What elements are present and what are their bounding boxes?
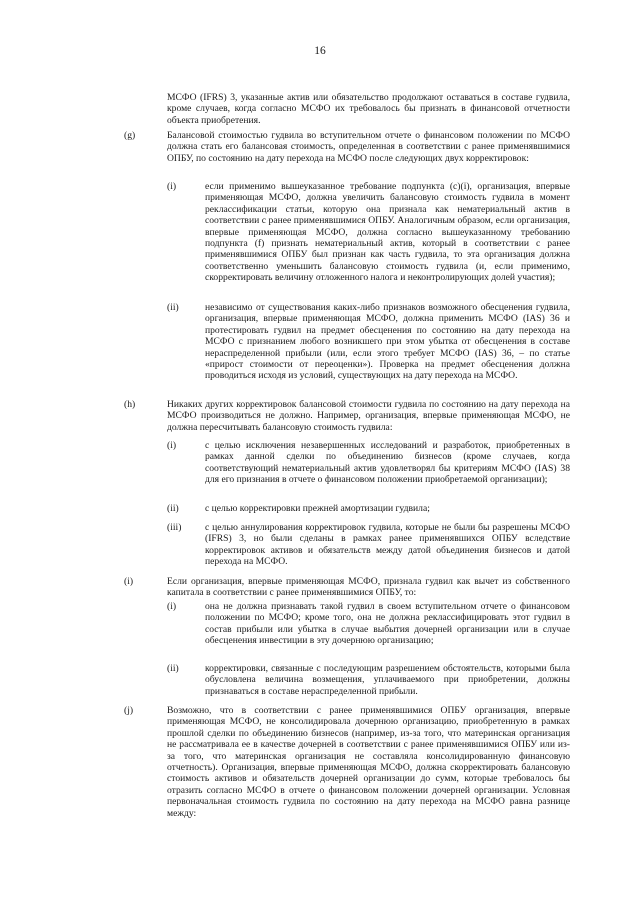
item-j-marker: (j): [124, 705, 134, 716]
item-j-text: Возможно, что в соответствии с ранее применявшимися ОПБУ организация, впервые применяющая МСФО, не консолидировала дочернюю организацию, приобретенную в рамках прошлой сделки по объединению бизнесов (например, из-за того, что материнская организация не рассматривала ее в качестве дочерней в соответствии с ранее применявшимися ОПБУ или из-за того, что материнская организация не составляла консолидированную финансовую отчетность). Организация, впервые применяющая МСФО, должна скорректировать балансовую стоимость активов и обязательств дочерней организации до сумм, которые требовалось бы отразить согласно МСФО в отчете о финансовом положении дочерней организации. Условная первоначальная стоимость гудвила по состоянию на дату перехода на МСФО равна разнице между:: [167, 705, 570, 819]
item-i-i-marker: (i): [167, 601, 177, 612]
item-h-ii-text: с целью корректировки прежней амортизации гудвила;: [205, 503, 430, 514]
item-h-i-text: с целью исключения незавершенных исследований и разработок, приобретенных в рамках данной сделки по объединению бизнесов (кроме случаев, когда соответствующий нематериальный актив удовлетворял бы критериям МСФО (IAS) 38 для его признания в отчете о финансовом положении приобретаемой организации);: [205, 440, 570, 486]
item-h-text: Никаких других корректировок балансовой стоимости гудвила по состоянию на дату перехода на МСФО производиться не должно. Например, организация, впервые применяющая МСФО, не должна пересчитывать балансовую стоимость гудвила:: [167, 399, 570, 433]
item-h-ii-marker: (ii): [167, 503, 179, 514]
item-h-iii-text: с целью аннулирования корректировок гудвила, которые не были бы разрешены МСФО (IFRS) 3, но были сделаны в рамках ранее применявшихся ОПБУ вследствие корректировок активов и обязательств между датой объединения бизнесов и датой перехода на МСФО.: [205, 522, 570, 568]
item-g-i-marker: (i): [167, 181, 177, 192]
item-i-ii-marker: (ii): [167, 663, 179, 674]
item-i-i-text: она не должна признавать такой гудвил в своем вступительном отчете о финансовом положении по МСФО; кроме того, она не должна реклассифицировать этот гудвил в состав прибыли или убытка в случае выбытия дочерней организации или в случае обесценения инвестиции в эту дочернюю организацию;: [205, 601, 570, 647]
item-i-marker: (i): [124, 576, 134, 587]
item-g-marker: (g): [124, 130, 136, 141]
item-h-iii-marker: (iii): [167, 522, 182, 533]
intro-paragraph: МСФО (IFRS) 3, указанные актив или обязательство продолжают оставаться в составе гудвила, кроме случаев, когда согласно МСФО их требовалось бы признать в финансовой отчетности объекта приобретения.: [167, 92, 570, 126]
item-i-text: Если организация, впервые применяющая МСФО, признала гудвил как вычет из собственного капитала в соответствии с ранее применявшимися ОПБУ, то:: [167, 576, 570, 599]
item-h-marker: (h): [124, 399, 136, 410]
item-i-ii-text: корректировки, связанные с последующим разрешением обстоятельств, которыми была обусловлена величина возмещения, уплачиваемого при приобретении, должны признаваться в составе нераспределенной прибыли.: [205, 663, 570, 697]
item-g-i-text: если применимо вышеуказанное требование подпункта (с)(i), организация, впервые применяющая МСФО, должна увеличить балансовую стоимость гудвила в момент реклассификации статьи, которую она признала как нематериальный актив в соответствии с ранее применявшимися ОПБУ. Аналогичным образом, если организация, впервые применяющая МСФО, должна согласно вышеуказанному требованию подпункта (f) признать нематериальный актив, который в соответствии с ранее применявшимися ОПБУ был признан как часть гудвила, то эта организация должна соответственно уменьшить балансовую стоимость гудвила (и, если применимо, скорректировать величину отложенного налога и неконтролирующих долей участия);: [205, 181, 570, 284]
item-g-ii-text: независимо от существования каких-либо признаков возможного обесценения гудвила, организация, впервые применяющая МСФО, должна применить МСФО (IAS) 36 и протестировать гудвил на предмет обесценения по состоянию на дату перехода на МСФО с признанием любого возникшего при этом убытка от обесценения в составе нераспределенной прибыли (или, если этого требует МСФО (IAS) 36, – по статье «прирост стоимости от переоценки»). Проверка на предмет обесценения должна проводиться исходя из условий, существующих на дату перехода на МСФО.: [205, 302, 570, 382]
item-g-text: Балансовой стоимостью гудвила во вступительном отчете о финансовом положении по МСФО должна стать его балансовая стоимость, определенная в соответствии с ранее применявшимися ОПБУ, по состоянию на дату перехода на МСФО после следующих двух корректировок:: [167, 130, 570, 164]
item-h-i-marker: (i): [167, 440, 177, 451]
item-g-ii-marker: (ii): [167, 302, 179, 313]
page-number: 16: [314, 45, 326, 57]
